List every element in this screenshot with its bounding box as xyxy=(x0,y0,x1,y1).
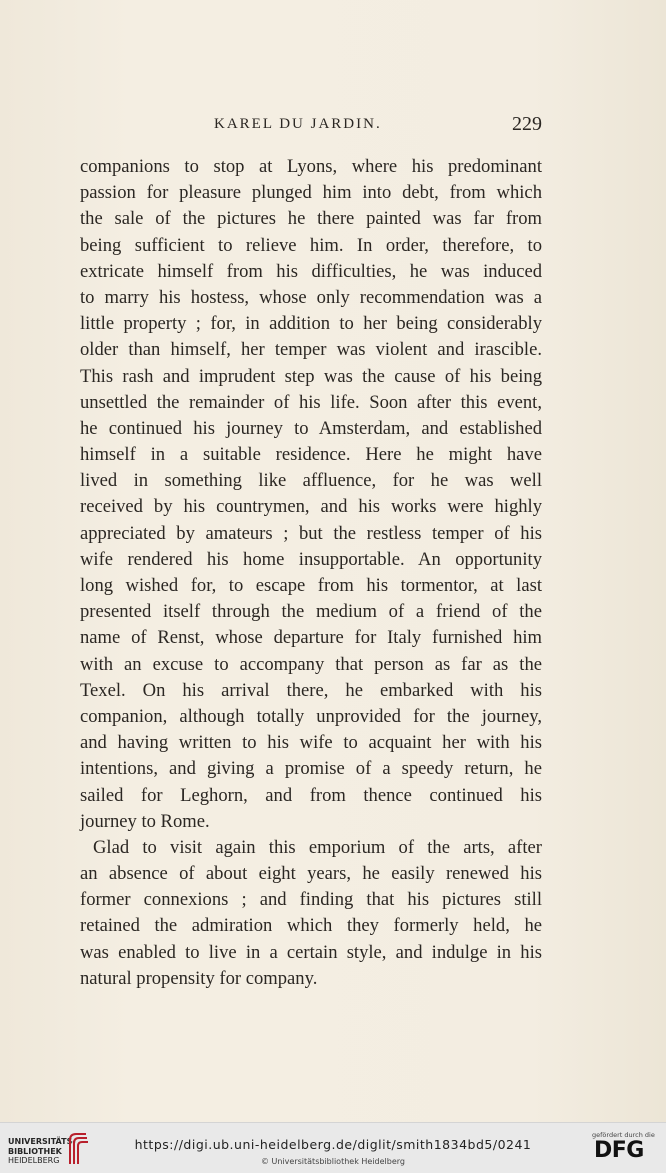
text-line: retained the admiration which they formerly held, he xyxy=(80,915,542,937)
text-line: companion, although totally unprovided for the journey, xyxy=(80,705,542,727)
text-line: older than himself, her temper was violent and irascible. xyxy=(80,339,542,361)
text-line: This rash and imprudent step was the cause of his being xyxy=(80,365,542,387)
text-line: Texel. On his arrival there, he embarked with his xyxy=(80,679,542,701)
text-line: former connexions ; and finding that his pictures still xyxy=(80,889,542,911)
text-line: with an excuse to accompany that person as far as the xyxy=(80,653,542,675)
text-line: Glad to visit again this emporium of the arts, after xyxy=(93,836,542,858)
dfg-logo[interactable]: DFG xyxy=(594,1138,644,1163)
text-line: natural propensity for company. xyxy=(80,967,318,989)
text-line: an absence of about eight years, he easily renewed his xyxy=(80,863,542,885)
text-line: wife rendered his home insupportable. An opportunity xyxy=(80,548,542,570)
text-line: sailed for Leghorn, and from thence continued his xyxy=(80,784,542,806)
text-line: companions to stop at Lyons, where his predominant xyxy=(80,156,542,177)
text-line: the sale of the pictures he there painted was far from xyxy=(80,208,542,230)
text-line: presented itself through the medium of a friend of the xyxy=(80,601,542,623)
library-line: BIBLIOTHEK xyxy=(8,1146,62,1156)
running-title: KAREL DU JARDIN. xyxy=(214,116,382,132)
text-line: long wished for, to escape from his tormentor, at last xyxy=(80,575,542,596)
viewer-footer xyxy=(0,1122,666,1173)
text-line: was enabled to live in a certain style, and indulge in his xyxy=(80,941,542,963)
copyright-notice: © Universitätsbibliothek Heidelberg xyxy=(260,1157,405,1166)
text-line: extricate himself from his difficulties, he was induced xyxy=(80,260,542,282)
text-line: name of Renst, whose departure for Italy furnished him xyxy=(80,627,542,649)
text-line: received by his countrymen, and his works were highly xyxy=(80,496,542,518)
library-line: UNIVERSITÄTS- xyxy=(8,1137,76,1146)
page-number: 229 xyxy=(512,113,542,135)
text-line: and having written to his wife to acquaint her with his xyxy=(80,732,542,754)
text-line: little property ; for, in addition to her being considerably xyxy=(80,313,542,335)
text-line: appreciated by amateurs ; but the restless temper of his xyxy=(80,522,542,544)
library-line: HEIDELBERG xyxy=(8,1156,60,1165)
text-line: lived in something like affluence, for he was well xyxy=(80,470,542,492)
text-line: being sufficient to relieve him. In order, therefore, to xyxy=(80,234,542,256)
body-text xyxy=(80,154,542,992)
text-line: himself in a suitable residence. Here he might have xyxy=(80,444,542,466)
text-line: intentions, and giving a promise of a speedy return, he xyxy=(80,758,542,780)
running-head xyxy=(80,113,542,140)
text-line: unsettled the remainder of his life. Soon after this event, xyxy=(80,391,542,413)
text-line: journey to Rome. xyxy=(80,810,210,832)
text-line: passion for pleasure plunged him into debt, from which xyxy=(80,182,542,204)
text-line: to marry his hostess, whose only recommendation was a xyxy=(80,286,542,308)
text-line: he continued his journey to Amsterdam, and established xyxy=(80,417,542,439)
permalink-url[interactable]: https://digi.ub.uni-heidelberg.de/diglit/smith1834bd5/0241 xyxy=(134,1137,532,1152)
dfg-caption: gefördert durch die xyxy=(592,1131,655,1139)
